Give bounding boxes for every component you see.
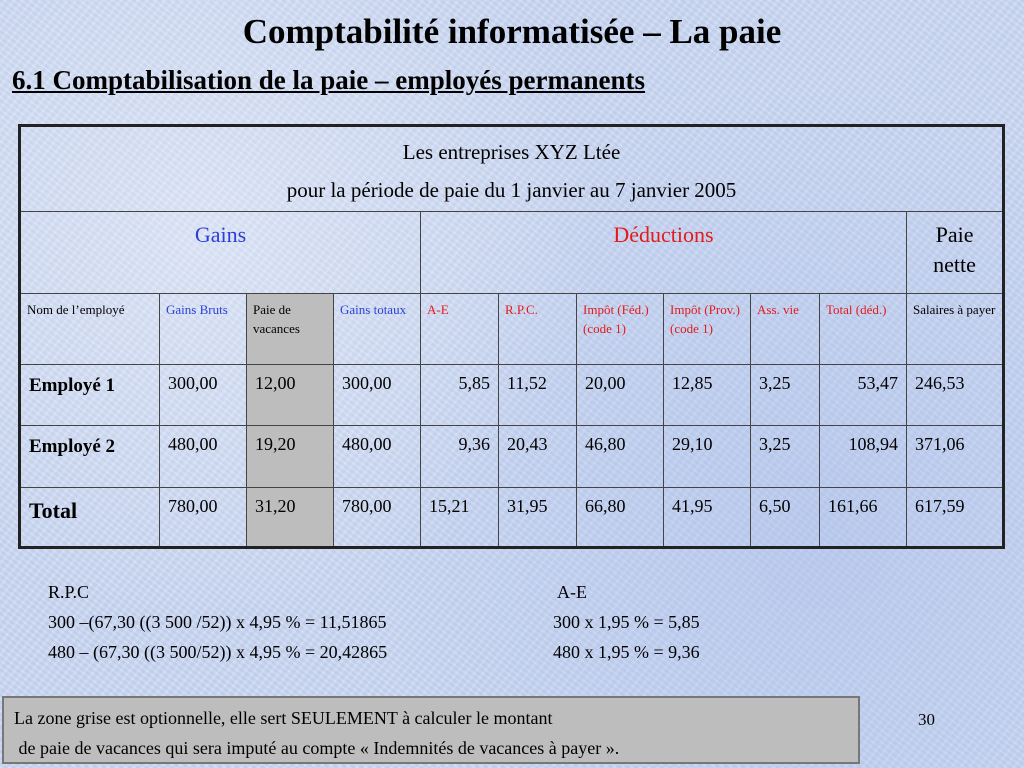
- cell-impot-fed: 66,80: [577, 488, 664, 548]
- slide-title: Comptabilité informatisée – La paie: [242, 12, 782, 51]
- col-header-ass-vie: Ass. vie: [751, 294, 820, 365]
- group-net-line2: nette: [933, 252, 976, 277]
- cell-paie-vacances: 19,20: [247, 426, 334, 488]
- cell-gains-bruts: 480,00: [160, 426, 247, 488]
- company-name: Les entreprises XYZ Ltée: [402, 140, 621, 164]
- group-gains: Gains: [20, 212, 421, 294]
- group-net-pay: [907, 212, 1004, 294]
- cell-gains-totaux: 300,00: [334, 365, 421, 426]
- calculation-notes: [48, 577, 700, 667]
- gray-zone-note-line2: de paie de vacances qui sera imputé au compte « Indemnités de vacances à payer ».: [14, 738, 620, 758]
- cell-salaires: 371,06: [907, 426, 1004, 488]
- cell-rpc: 31,95: [499, 488, 577, 548]
- cell-impot-fed: 20,00: [577, 365, 664, 426]
- ae-calc-2: 480 x 1,95 % = 9,36: [553, 642, 700, 662]
- cell-ass-vie: 3,25: [751, 426, 820, 488]
- cell-impot-prov: 29,10: [664, 426, 751, 488]
- cell-salaires: 617,59: [907, 488, 1004, 548]
- cell-salaires: 246,53: [907, 365, 1004, 426]
- employee-name: Employé 1: [20, 365, 160, 426]
- cell-gains-bruts: 780,00: [160, 488, 247, 548]
- cell-gains-totaux: 780,00: [334, 488, 421, 548]
- cell-impot-prov: 12,85: [664, 365, 751, 426]
- col-header-total-ded: Total (déd.): [820, 294, 907, 365]
- cell-gains-totaux: 480,00: [334, 426, 421, 488]
- total-label: Total: [20, 488, 160, 548]
- employee-name: Employé 2: [20, 426, 160, 488]
- cell-gains-bruts: 300,00: [160, 365, 247, 426]
- group-deductions: Déductions: [421, 212, 907, 294]
- pay-period: pour la période de paie du 1 janvier au 7 janvier 2005: [286, 178, 737, 202]
- ae-label: A-E: [557, 582, 587, 602]
- page-number: 30: [918, 710, 935, 729]
- cell-impot-fed: 46,80: [577, 426, 664, 488]
- cell-paie-vacances: 12,00: [247, 365, 334, 426]
- cell-ae: 5,85: [421, 365, 499, 426]
- cell-ass-vie: 3,25: [751, 365, 820, 426]
- table-row: [20, 426, 1004, 488]
- gray-zone-note-line1: La zone grise est optionnelle, elle sert SEULEMENT à calculer le montant: [14, 708, 553, 728]
- slide-subtitle: 6.1 Comptabilisation de la paie – employés permanents: [12, 65, 646, 95]
- cell-ass-vie: 6,50: [751, 488, 820, 548]
- group-net-line1: Paie: [935, 222, 974, 247]
- company-header: [20, 126, 1004, 212]
- cell-total-ded: 53,47: [820, 365, 907, 426]
- payroll-table: [18, 124, 1005, 549]
- table-row-total: [20, 488, 1004, 548]
- col-header-gains-totaux: Gains totaux: [334, 294, 421, 365]
- cell-total-ded: 161,66: [820, 488, 907, 548]
- table-row: [20, 365, 1004, 426]
- col-header-rpc: R.P.C.: [499, 294, 577, 365]
- col-header-gains-bruts: Gains Bruts: [160, 294, 247, 365]
- cell-rpc: 20,43: [499, 426, 577, 488]
- col-header-impot-fed: Impôt (Féd.) (code 1): [577, 294, 664, 365]
- cell-rpc: 11,52: [499, 365, 577, 426]
- cell-paie-vacances: 31,20: [247, 488, 334, 548]
- cell-impot-prov: 41,95: [664, 488, 751, 548]
- gray-zone-note: [2, 696, 860, 764]
- col-header-salaires: Salaires à payer: [907, 294, 1004, 365]
- col-header-paie-vacances: Paie de vacances: [247, 294, 334, 365]
- rpc-label: R.P.C: [48, 582, 90, 602]
- col-header-ae: A-E: [421, 294, 499, 365]
- col-header-impot-prov: Impôt (Prov.) (code 1): [664, 294, 751, 365]
- ae-calc-1: 300 x 1,95 % = 5,85: [553, 612, 700, 632]
- cell-ae: 9,36: [421, 426, 499, 488]
- rpc-calc-1: 300 –(67,30 ((3 500 /52)) x 4,95 % = 11,51865: [48, 612, 387, 632]
- col-header-name: Nom de l’employé: [20, 294, 160, 365]
- rpc-calc-2: 480 – (67,30 ((3 500/52)) x 4,95 % = 20,42865: [48, 642, 388, 662]
- cell-ae: 15,21: [421, 488, 499, 548]
- cell-total-ded: 108,94: [820, 426, 907, 488]
